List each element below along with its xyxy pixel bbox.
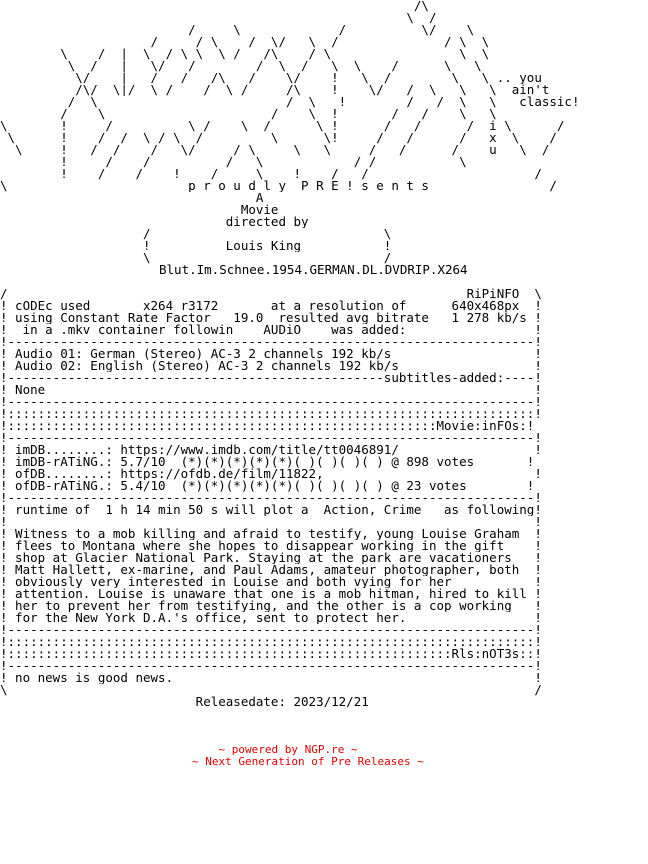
bitrate-line: ! using Constant Rate Factor 19.0 resulted avg bitrate 1 278 kb/s ! bbox=[0, 312, 542, 324]
audio-line: ! Audio 01: German (Stereo) AC-3 2 channels 192 kb/s ! bbox=[0, 348, 542, 360]
tagline-line: __________directed by__________ bbox=[0, 216, 384, 228]
logo-art-line: \ / | \/ / / \ / \ \ / \ \ bbox=[0, 60, 482, 72]
logo-art-line: \ ! / __ _ \ / \__/ \ ! / / / i \ / bbox=[0, 120, 565, 132]
divider-line: !----------------------------------------------------------------------! bbox=[0, 660, 542, 672]
runtime-line: ! runtime of 1 h 14 min 50 s will plot a Action, Crime as following! bbox=[0, 504, 542, 516]
plot-line: ! Matt Hallett, ex-marine, and Paul Adams, amateur photographer, both ! bbox=[0, 564, 542, 576]
logo-art-line: \ / | \ / \_\ \_/ /\ / \ ______ \ \ bbox=[0, 48, 490, 60]
release-notes-header: !:::::::::::::::::::::::::::::::::::::::::::::::::::::::::::Rls:nOT3s::! bbox=[0, 648, 542, 660]
blank-line bbox=[0, 708, 648, 720]
subtitles-line: ! None ! bbox=[0, 384, 542, 396]
presents-banner: \_______________________ p r o u d l y P R E ! s e n t s _______________/ bbox=[0, 180, 557, 192]
logo-art-line: / \ / \ ! / / \ \ classic! bbox=[0, 96, 580, 108]
blank-line bbox=[0, 720, 648, 732]
plot-line: ! attention. Louise is unaware that one is a mob hitman, hired to kill ! bbox=[0, 588, 542, 600]
logo-art-line: \ ! / / \ / \ / _ \__ \! / / / x \ / bbox=[0, 132, 557, 144]
divider-line: !----------------------------------------------------------------------! bbox=[0, 396, 542, 408]
release-name: Blut.Im.Schnee.1954.GERMAN.DL.DVDRIP.X264 bbox=[159, 264, 468, 276]
plot-line: ! obviously very interested in Louise and both vying for her ! bbox=[0, 576, 542, 588]
logo-art-line: ____/ _ \_ __ ___ / \/ _ \ bbox=[0, 24, 475, 36]
divider-line: !::::::::::::::::::::::::::::::::::::::::::::::::::::::::::::::::::::::! bbox=[0, 408, 542, 420]
tagline-line: A bbox=[0, 192, 264, 204]
divider-line: !----------------------------------------------------------------------! bbox=[0, 336, 542, 348]
divider-line: !----------------------------------------------------------------------! bbox=[0, 492, 542, 504]
plot-line: ! for the New York D.A.'s office, sent to protect her. ! bbox=[0, 612, 542, 624]
logo-art-line: ! / / / \ __/ / \____________ bbox=[0, 156, 557, 168]
release-notes-line: ! no news is good news. ! bbox=[0, 672, 542, 684]
divider-line: !----------------------------------------------------------------------! bbox=[0, 624, 542, 636]
powered-by-footer: ~ powered by NGP.re ~ bbox=[0, 744, 358, 756]
divider-line: !----------------------------------------------------------------------! bbox=[0, 432, 542, 444]
subtitles-header: !--------------------------------------------------subtitles-added:----! bbox=[0, 372, 542, 384]
plot-line: ! shop at Glacier National Park. Staying at the park are vacationers ! bbox=[0, 552, 542, 564]
blank-line: ! ! bbox=[0, 516, 542, 528]
release-date: Releasedate: 2023/12/21 bbox=[0, 696, 369, 708]
blank-line bbox=[0, 732, 648, 744]
imdb-rating-line: ! imDB-rATiNG.: 5.7/10 (*)(*)(*)(*)(*)( )( )( )( ) @ 898 votes ! bbox=[0, 456, 535, 468]
imdb-link-line: ! imDB........: https://www.imdb.com/title/tt0046891/ ! bbox=[0, 444, 542, 456]
logo-art-line: _____ _______\ /___ bbox=[0, 12, 460, 24]
info-box-bottom: \______________________________________________________________________/ bbox=[0, 684, 542, 696]
audio-line: ! Audio 02: English (Stereo) AC-3 2 channels 192 kb/s ! bbox=[0, 360, 542, 372]
director-line: ! Louis King ! bbox=[0, 240, 392, 252]
container-line: ! in a .mkv container followin AUDiO was added: ! bbox=[0, 324, 542, 336]
tagline-line: / \ bbox=[0, 228, 392, 240]
divider-line: !::::::::::::::::::::::::::::::::::::::::::::::::::::::::::::::::::::::! bbox=[0, 636, 542, 648]
ofdb-rating-line: ! ofDB-rATiNG.: 5.4/10 (*)(*)(*)(*)(*)( )( )( )( ) @ 23 votes ! bbox=[0, 480, 535, 492]
logo-art-line: \_____!___/ / / \/ /_\ \___\___ / /______/ u \__/ bbox=[0, 144, 550, 156]
plot-line: ! flees to Montana where she hopes to disappear working in the gift ! bbox=[0, 540, 542, 552]
logo-art-line: /\ bbox=[0, 0, 429, 12]
logo-art-line: \/ __ | __/ _/ /\ / \/ ! \ / __ \ \ .. you bbox=[0, 72, 542, 84]
info-box-line: / _RiPiNFO__\ bbox=[0, 288, 542, 300]
tagline-line: _________________\_______________________________/_________________ bbox=[0, 252, 520, 264]
movie-infos-header: !:::::::::::::::::::::::::::::::::::::::::::::::::::::::::Movie:inFOs:! bbox=[0, 420, 535, 432]
tagline-footer: ~ Next Generation of Pre Releases ~ bbox=[0, 756, 424, 768]
logo-art-line: ___________/ _ / \ _/ \/ \ _/______________/ \ \ bbox=[0, 36, 490, 48]
plot-line: ! Witness to a mob killing and afraid to testify, young Louise Graham ! bbox=[0, 528, 542, 540]
logo-art-line: ________/ \___________ ____ / \ ! / / \___\________ bbox=[0, 108, 557, 120]
info-box-line: ______________________________________________________________________ bbox=[0, 276, 535, 288]
plot-line: ! her to prevent her from testifying, and the other is a cop working ! bbox=[0, 600, 542, 612]
tagline-line: Movie bbox=[0, 204, 279, 216]
ofdb-link-line: ! ofDB........: https://ofdb.de/film/11822, ! bbox=[0, 468, 542, 480]
logo-art-line: /\/ \|/ \_/ / \_/ /\ ! \/ / \ \ \ ain't bbox=[0, 84, 550, 96]
logo-art-line: ________!____/____/____!____/_____\____!____/___/______________________/___ bbox=[0, 168, 565, 180]
codec-line: ! cODEc used x264 r3172 at a resolution of 640x468px ! bbox=[0, 300, 542, 312]
